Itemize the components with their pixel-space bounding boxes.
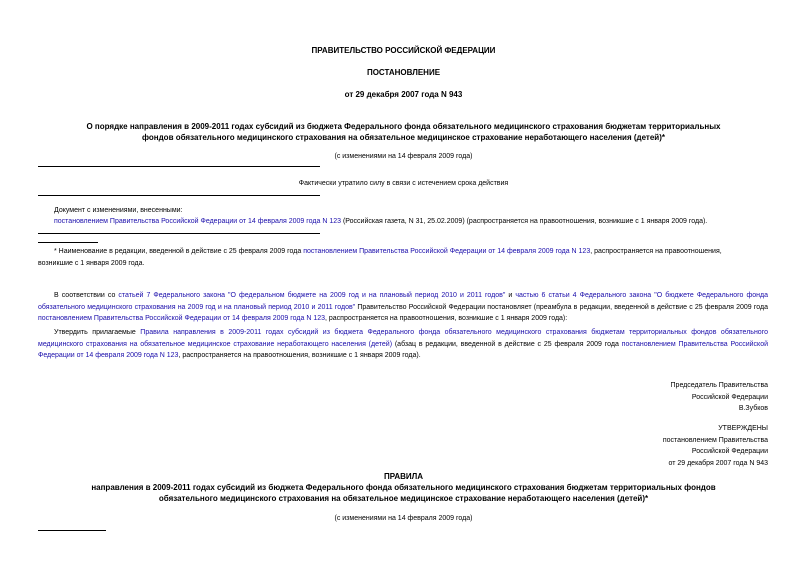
doc-title-line1: О порядке направления в 2009-2011 годах субсидий из бюджета Федерального фонда обязательного медицинского страхования бюджетам территориальных [86, 122, 721, 131]
signature-line1: Председатель Правительства [670, 382, 768, 389]
signature-block [620, 380, 768, 415]
preamble-link-article7[interactable]: статьей 7 Федерального закона "О федеральном бюджете на 2009 год и на плановый период 2010 и 2011 годов" [118, 292, 506, 299]
preamble-text-b: и [505, 292, 516, 299]
preamble-paragraph [38, 290, 768, 325]
preamble-link-decree[interactable]: постановлением Правительства Российской Федерации от 14 февраля 2009 года N 123 [38, 315, 325, 322]
separator-line-short [38, 530, 106, 531]
separator-line-short [38, 242, 98, 243]
footnote-line2: возникшие с 1 января 2009 года. [38, 259, 145, 267]
approve-link-rules[interactable]: Правила направления в 2009-2011 годах субсидий из бюджета Федерального фонда обязательного медицинского страхования бюджетам территориальных фондов обязательного медицинского страхования на обязательное медицинское страхование неработающего населения (детей) [38, 329, 768, 348]
amendments-rest: (Российская газета, N 31, 25.02.2009) (распространяется на правоотношения, возникшие с 1 января 2009 года). [341, 218, 708, 225]
doc-type-heading: ПОСТАНОВЛЕНИЕ [366, 68, 441, 77]
approval-line1: УТВЕРЖДЕНЫ [718, 425, 768, 432]
amendment-link[interactable]: постановлением Правительства Российской Федерации от 14 февраля 2009 года N 123 [54, 218, 341, 225]
separator-line [38, 166, 320, 167]
approve-link-decree[interactable]: постановлением Правительства Российской Федерации от 14 февраля 2009 года N 123 [38, 340, 768, 359]
approve-text-c: , распространяется на правоотношения, возникшие с 1 января 2009 года). [178, 352, 421, 359]
amendments-intro: Документ с изменениями, внесенными: [54, 207, 183, 214]
approval-line3: Российской Федерации [691, 448, 768, 455]
signature-line2: Российской Федерации [691, 393, 768, 401]
separator-line [38, 195, 320, 196]
amendments-line [54, 218, 707, 225]
approve-text-b: (абзац в редакции, введенной в действие с 25 февраля 2009 года [392, 340, 622, 348]
preamble-link-part6[interactable]: частью 6 статьи 4 Федерального закона "О бюджете Федерального фонда обязательного медицинского страхования на 2009 год и на плановый период 2010 и 2011 годов" [38, 292, 768, 311]
status-note: Фактически утратило силу в связи с истечением срока действия [298, 180, 509, 187]
separator-line [38, 233, 320, 234]
approval-line4: от 29 декабря 2007 года N 943 [668, 459, 768, 467]
doc-title-line2: фондов обязательного медицинского страхования на обязательное медицинское страхование неработающего населения (детей)* [141, 133, 665, 142]
signature-line3: В.Зубков [738, 405, 768, 412]
footnote-link[interactable]: постановлением Правительства Российской Федерации от 14 февраля 2009 года N 123 [303, 248, 591, 255]
doc-date-number: от 29 декабря 2007 года N 943 [344, 90, 463, 99]
rules-title-line1: направления в 2009-2011 годах субсидий из бюджета Федерального фонда обязательного медицинского страхования бюджетам территориальных фондов [91, 483, 716, 492]
approve-paragraph [38, 327, 768, 362]
doc-changes-note: (с изменениями на 14 февраля 2009 года) [334, 153, 473, 160]
approval-block [620, 423, 768, 469]
footnote-text-b: , распространяется на правоотношения, [590, 248, 722, 255]
footnote [38, 246, 768, 269]
gov-heading: ПРАВИТЕЛЬСТВО РОССИЙСКОЙ ФЕДЕРАЦИИ [311, 46, 496, 55]
preamble-text-d: , распространяется на правоотношения, возникшие с 1 января 2009 года): [325, 315, 568, 322]
preamble-text-c: Правительство Российской Федерации постановляет (преамбула в редакции, введенной в действие с 25 февраля 2009 года [355, 303, 768, 311]
preamble-text-a: В соответствии со [54, 292, 119, 299]
footnote-text-a: * Наименование в редакции, введенной в действие с 25 февраля 2009 года [54, 248, 304, 255]
rules-title: ПРАВИЛА [383, 472, 424, 481]
approve-text-a: Утвердить прилагаемые [54, 329, 141, 336]
approval-line2: постановлением Правительства [662, 436, 768, 444]
rules-title-line2: обязательного медицинского страхования на обязательное медицинское страхование неработающего населения (детей)* [158, 494, 649, 503]
rules-changes-note: (с изменениями на 14 февраля 2009 года) [334, 515, 473, 522]
